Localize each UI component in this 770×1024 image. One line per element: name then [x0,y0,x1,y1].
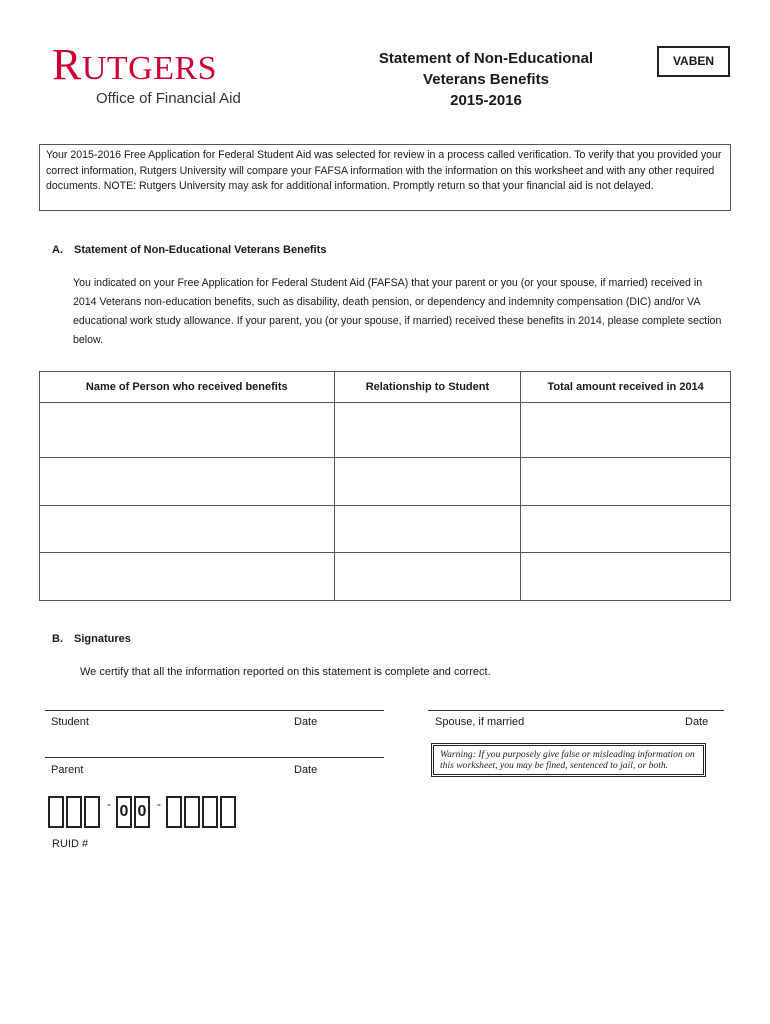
rutgers-logo [52,40,252,107]
name-cell[interactable] [40,458,335,506]
ruid-digit-box[interactable] [84,796,100,828]
spouse-label: Spouse, if married [435,716,525,728]
ruid-input [48,796,238,830]
section-a-letter: A. [52,244,63,256]
title-line-3: 2015-2016 [450,92,522,109]
section-b-title: Signatures [74,633,131,645]
ruid-digit-box[interactable] [66,796,82,828]
title-line-1: Statement of Non-Educational [378,50,594,67]
certification-statement: We certify that all the information reported on this statement is complete and correct. [80,666,491,678]
logo-wordmark: RUTGERS [52,40,218,89]
form-code-badge: VABEN [657,46,730,77]
table-row [40,458,731,506]
ruid-separator: - [107,797,111,811]
title-line-2: Veterans Benefits [423,71,549,88]
ruid-digit-box[interactable] [220,796,236,828]
section-a-title: Statement of Non-Educational Veterans Benefits [74,244,327,256]
name-cell[interactable] [40,506,335,553]
relationship-cell[interactable] [334,506,521,553]
table-header-row [40,372,731,403]
table-row [40,403,731,458]
intro-notice: Your 2015-2016 Free Application for Federal Student Aid was selected for review in a process called verification. To verify that you provided your correct information, Rutgers University will compare your FAFSA information with the information on this worksheet and with any other required documents. NOTE: Rutgers University may ask for additional information. Promptly return so that your financial aid is not delayed. [39,144,731,211]
name-cell[interactable] [40,403,335,458]
table-row [40,506,731,553]
column-header-relationship: Relationship to Student [334,372,521,403]
section-b-heading [52,633,131,645]
relationship-cell[interactable] [334,458,521,506]
student-signature-line[interactable] [45,710,384,711]
section-a-heading [52,244,326,256]
ruid-fixed-digit: 0 [116,796,132,828]
student-date-label: Date [294,716,318,728]
amount-cell[interactable] [521,506,731,553]
relationship-cell[interactable] [334,553,521,601]
parent-label: Parent [51,764,84,776]
spouse-date-label: Date [685,716,709,728]
column-header-name: Name of Person who received benefits [40,372,335,403]
logo-subtitle: Office of Financial Aid [96,90,241,107]
ruid-digit-box[interactable] [166,796,182,828]
section-b-letter: B. [52,633,63,645]
amount-cell[interactable] [521,553,731,601]
amount-cell[interactable] [521,403,731,458]
ruid-digit-box[interactable] [184,796,200,828]
amount-cell[interactable] [521,458,731,506]
relationship-cell[interactable] [334,403,521,458]
student-label: Student [51,716,89,728]
section-a-paragraph: You indicated on your Free Application for Federal Student Aid (FAFSA) that your parent or you (or your spouse, if married) received in 2014 Veterans non-education benefits, such as disability, death pension, or dependency and indemnity compensation (DIC) and/or VA educational work study allowance. If your parent, you (or your spouse, if married) received these benefits in 2014, please complete section below. [73,277,722,346]
ruid-fixed-digit: 0 [134,796,150,828]
spouse-signature-line[interactable] [428,710,724,711]
ruid-separator: - [157,797,161,811]
ruid-label: RUID # [52,838,89,850]
column-header-amount: Total amount received in 2014 [521,372,731,403]
parent-signature-line[interactable] [45,757,384,758]
benefits-table [39,371,731,601]
name-cell[interactable] [40,553,335,601]
ruid-digit-box[interactable] [202,796,218,828]
parent-date-label: Date [294,764,318,776]
table-row [40,553,731,601]
page-title [340,48,632,111]
ruid-digit-box[interactable] [48,796,64,828]
warning-notice: Warning: If you purposely give false or misleading information on this worksheet, you may be fined, sentenced to jail, or both. [433,745,704,775]
